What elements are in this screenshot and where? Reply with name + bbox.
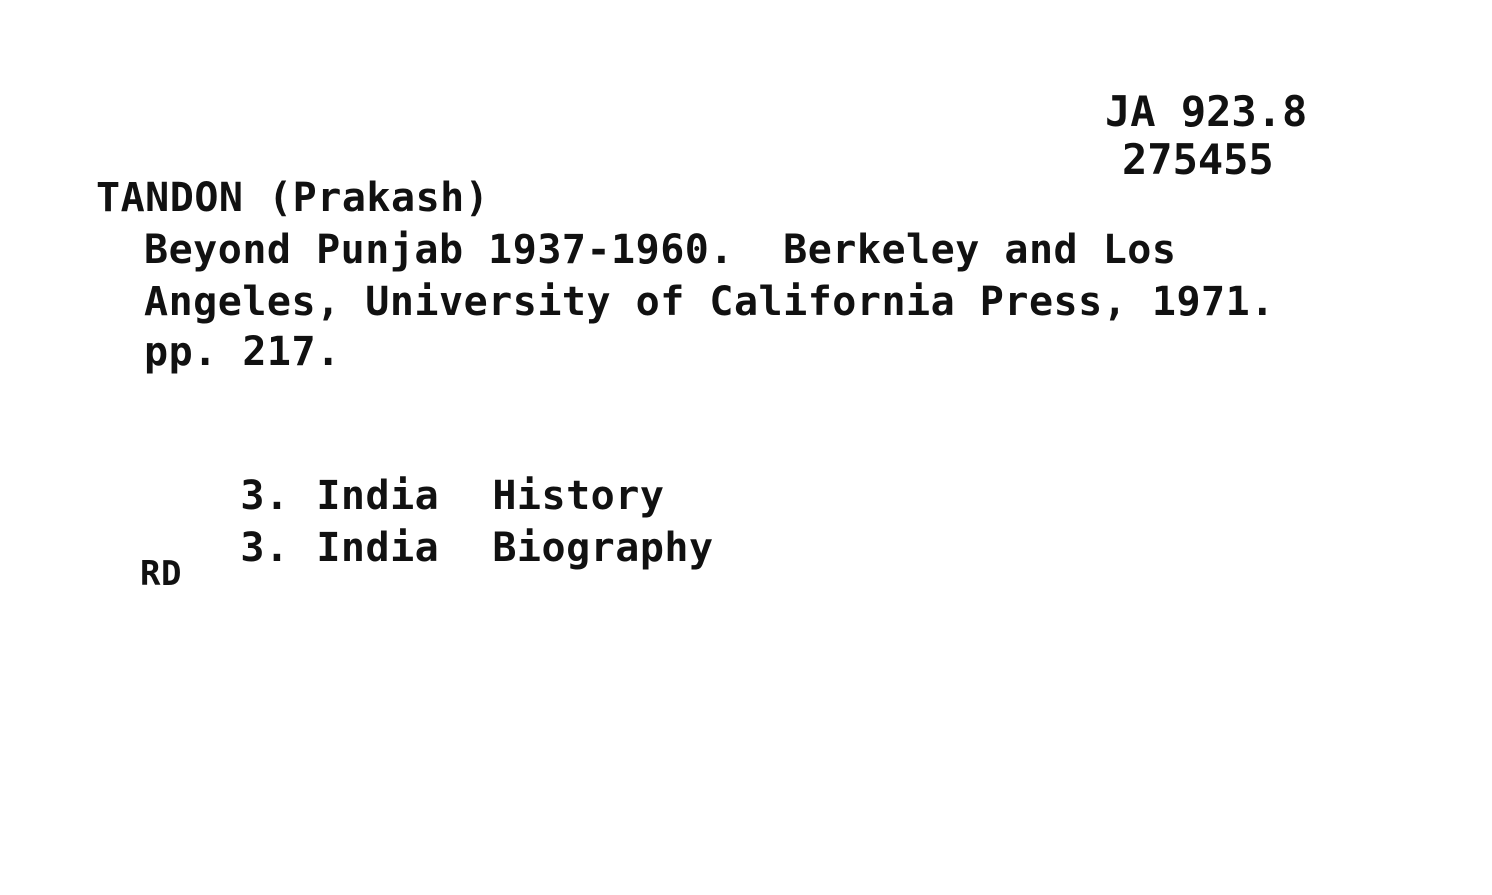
subject-heading: India (316, 473, 440, 519)
pagination-line: pp. 217. (144, 329, 341, 375)
subject-entry (142, 476, 714, 620)
imprint-line: Angeles, University of California Press, 1971. (144, 279, 1275, 325)
subject-subheading: Biography (492, 525, 714, 571)
title-line: Beyond Punjab 1937-1960. Berkeley and Los (144, 227, 1177, 273)
cataloger-initials: RD (140, 554, 182, 594)
subject-heading: India (316, 525, 440, 571)
call-number-accession: 275455 (1122, 135, 1274, 184)
author-heading: TANDON (Prakash) (96, 175, 490, 221)
subject-number: 3. (240, 473, 290, 519)
call-number-classification: JA 923.8 (1105, 87, 1308, 136)
subject-number: 3. (240, 525, 290, 571)
subject-subheading: History (492, 473, 665, 519)
